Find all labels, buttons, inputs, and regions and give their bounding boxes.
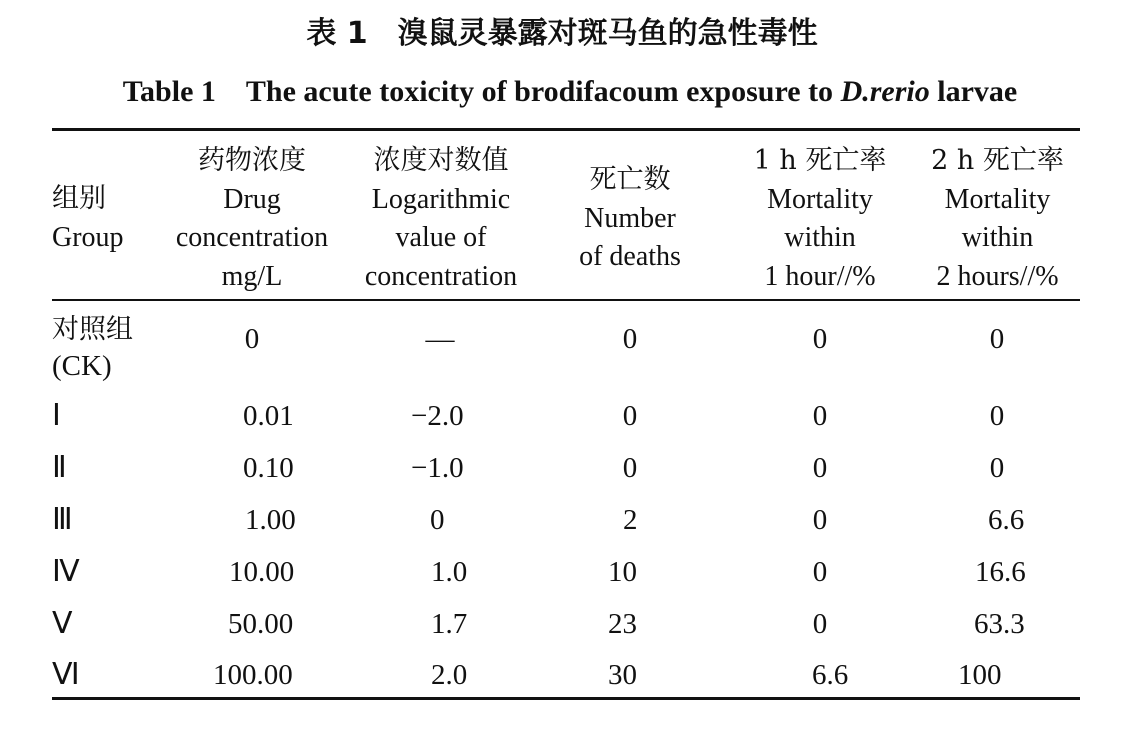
cell-drug: 1.00 [245,504,296,536]
cell-log: 1.0 [431,556,468,588]
header-m1-en3: 1 hour//% [764,260,876,292]
header-m1-en1: Mortality [767,183,873,215]
cell-drug: 50.00 [228,608,294,640]
cell-log: 2.0 [431,659,468,691]
header-drug-concentration [160,142,344,296]
header-group-cn: 组别 [52,183,106,214]
table-title-chinese: 表 1 溴鼠灵暴露对斑马鱼的急性毒性 [306,16,818,51]
header-deaths-en1: Number [584,202,676,234]
table-title-english-suffix: larvae [929,75,1018,108]
header-log-en3: concentration [364,260,518,292]
header-log-cn: 浓度对数值 [373,145,509,176]
header-log-concentration [346,142,536,296]
header-log-en1: Logarithmic [371,183,511,215]
header-m2-en3: 2 hours//% [936,260,1059,292]
header-m2-cn: 2 h 死亡率 [931,145,1064,176]
cell-drug: 0 [244,323,260,355]
header-drug-en1: Drug [223,183,281,215]
header-deaths-cn: 死亡数 [589,164,671,195]
table-top-rule [52,128,1080,131]
cell-mortality-2h: 63.3 [974,608,1025,640]
header-m2-en1: Mortality [944,183,1051,215]
cell-mortality-2h: 0 [989,452,1005,484]
cell-mortality-1h: 0 [812,323,828,355]
cell-log: 0 [430,504,445,536]
cell-log: −2.0 [411,400,464,432]
cell-deaths: 2 [623,504,638,536]
cell-mortality-2h: 0 [989,400,1005,432]
header-drug-cn: 药物浓度 [198,145,306,176]
table-header-rule [52,299,1080,301]
header-group-en: Group [52,221,124,253]
cell-deaths: 30 [608,659,637,691]
cell-mortality-1h: 0 [812,556,828,588]
cell-mortality-1h: 0 [812,400,828,432]
cell-log: 1.7 [431,608,468,640]
header-deaths-en2: of deaths [579,241,681,272]
group-control-en: (CK) [52,350,112,382]
cell-mortality-2h: 0 [989,323,1005,355]
header-log-en2: value of [395,222,487,253]
table-title-english-species: D.rerio [840,75,930,108]
table-title-english-prefix: Table 1 The acute toxicity of brodifacoum exposure to [122,75,841,108]
cell-deaths: 10 [608,556,637,588]
cell-mortality-2h: 6.6 [988,504,1025,536]
cell-mortality-1h: 0 [812,608,828,640]
header-number-of-deaths [555,161,705,277]
cell-mortality-1h: 0 [812,452,828,484]
cell-deaths: 0 [622,400,638,432]
group-control-cn: 对照组 [52,314,133,345]
header-m2-en2: within [961,222,1034,253]
header-m1-en2: within [784,222,856,253]
cell-deaths: 0 [622,323,638,355]
group-roman-6: Ⅵ [52,658,79,691]
table-title-english [55,70,1085,114]
cell-drug: 10.00 [229,556,295,588]
cell-mortality-1h: 6.6 [812,659,849,691]
group-roman-2: Ⅱ [52,451,66,484]
cell-mortality-1h: 0 [812,504,828,536]
header-drug-en2: concentration [175,222,329,253]
cell-mortality-2h: 100 [958,659,1002,691]
header-mortality-1h [735,142,905,296]
header-group [52,180,124,257]
cell-drug: 100.00 [213,659,293,691]
group-roman-5: Ⅴ [52,607,72,640]
header-m1-cn: 1 h 死亡率 [753,145,887,176]
group-roman-3: Ⅲ [52,503,72,536]
group-roman-1: Ⅰ [52,399,60,432]
cell-drug: 0.01 [243,400,294,432]
cell-drug: 0.10 [243,452,294,484]
cell-mortality-2h: 16.6 [975,556,1026,588]
header-drug-en3: mg/L [221,260,283,292]
group-roman-4: Ⅳ [52,555,79,588]
header-mortality-2h [910,142,1085,296]
table-bottom-rule [52,697,1080,700]
cell-deaths: 23 [608,608,637,640]
cell-deaths: 0 [622,452,638,484]
table-row-group-control [52,312,133,384]
cell-log: −1.0 [411,452,464,484]
cell-log: — [425,323,455,355]
